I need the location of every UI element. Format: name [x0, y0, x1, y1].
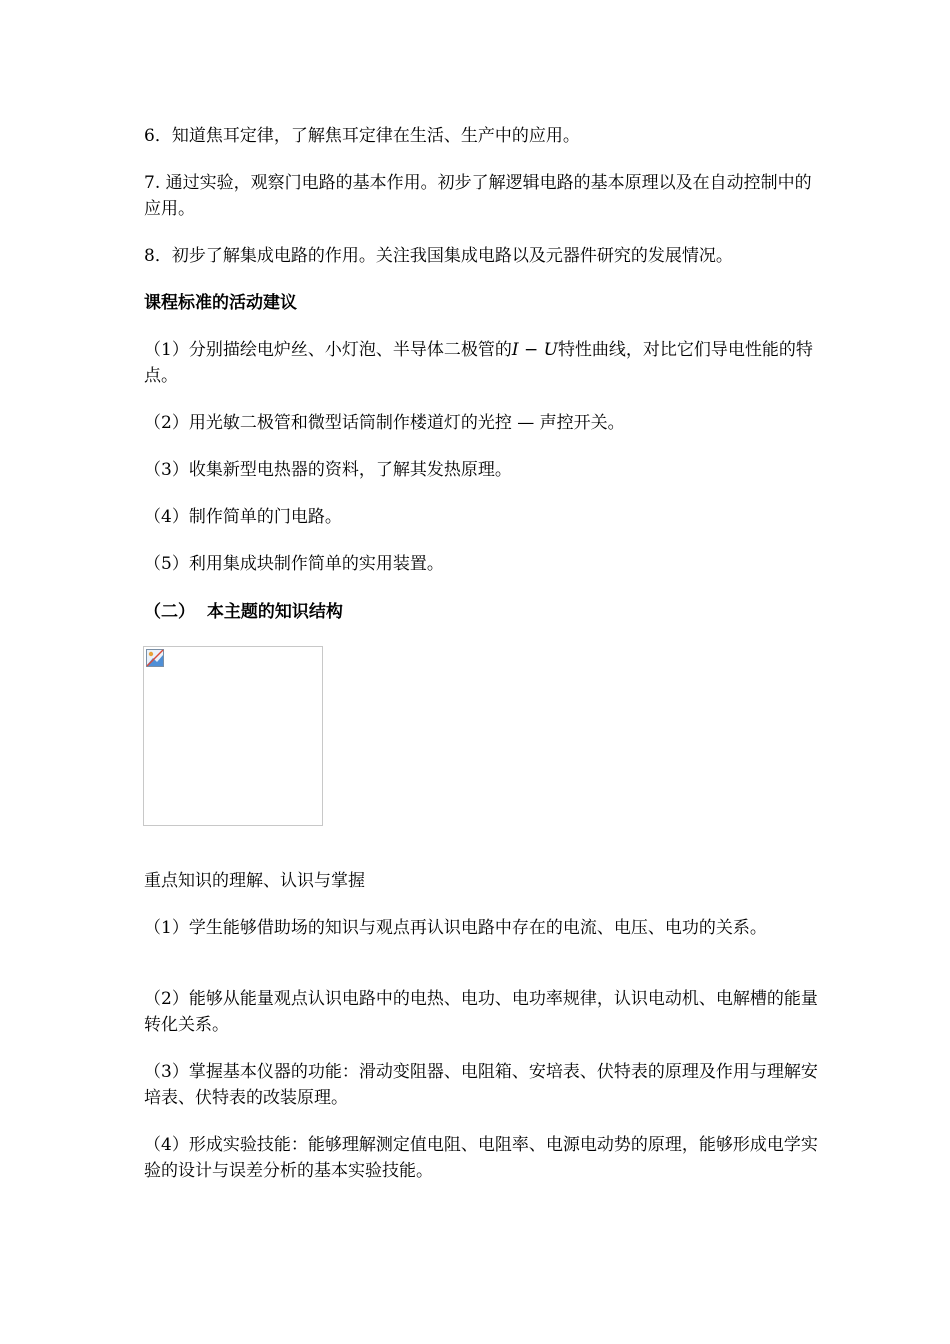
- key-point-1: （1）学生能够借助场的知识与观点再认识电路中存在的电流、电压、电功的关系。: [144, 918, 767, 938]
- key-point-3: （3）掌握基本仪器的功能：滑动变阻器、电阻箱、安培表、伏特表的原理及作用与理解安培表、伏特表的改装原理。: [144, 1062, 818, 1108]
- key-point-4: （4）形成实验技能：能够理解测定值电阻、电阻率、电源电动势的原理，能够形成电学实验的设计与误差分析的基本实验技能。: [144, 1135, 818, 1181]
- iu-curve-math: I − U: [511, 340, 558, 360]
- knowledge-structure-image: [143, 646, 323, 826]
- key-point-2: （2）能够从能量观点认识电路中的电热、电功、电功率规律，认识电动机、电解槽的能量转化关系。: [144, 989, 818, 1035]
- item-7: 7. 通过实验，观察门电路的基本作用。初步了解逻辑电路的基本原理以及在自动控制中的应用。: [144, 173, 812, 219]
- item-6: 6．知道焦耳定律，了解焦耳定律在生活、生产中的应用。: [144, 126, 580, 146]
- activity-2: （2）用光敏二极管和微型话筒制作楼道灯的光控 — 声控开关。: [144, 413, 625, 433]
- structure-heading: （二） 本主题的知识结构: [144, 602, 343, 622]
- key-heading: 重点知识的理解、认识与掌握: [144, 871, 365, 891]
- activity-1-suffix: 特性曲线，对比它们导电性能的特点。: [144, 340, 813, 386]
- item-8: 8．初步了解集成电路的作用。关注我国集成电路以及元器件研究的发展情况。: [144, 246, 733, 266]
- activity-5: （5）利用集成块制作简单的实用装置。: [144, 554, 444, 574]
- activity-1: [144, 337, 824, 389]
- broken-image-icon: [146, 649, 164, 667]
- activity-heading: 课程标准的活动建议: [144, 293, 297, 313]
- activity-1-prefix: （1）分别描绘电炉丝、小灯泡、半导体二极管的: [144, 340, 512, 360]
- activity-3: （3）收集新型电热器的资料，了解其发热原理。: [144, 460, 512, 480]
- activity-4: （4）制作简单的门电路。: [144, 507, 342, 527]
